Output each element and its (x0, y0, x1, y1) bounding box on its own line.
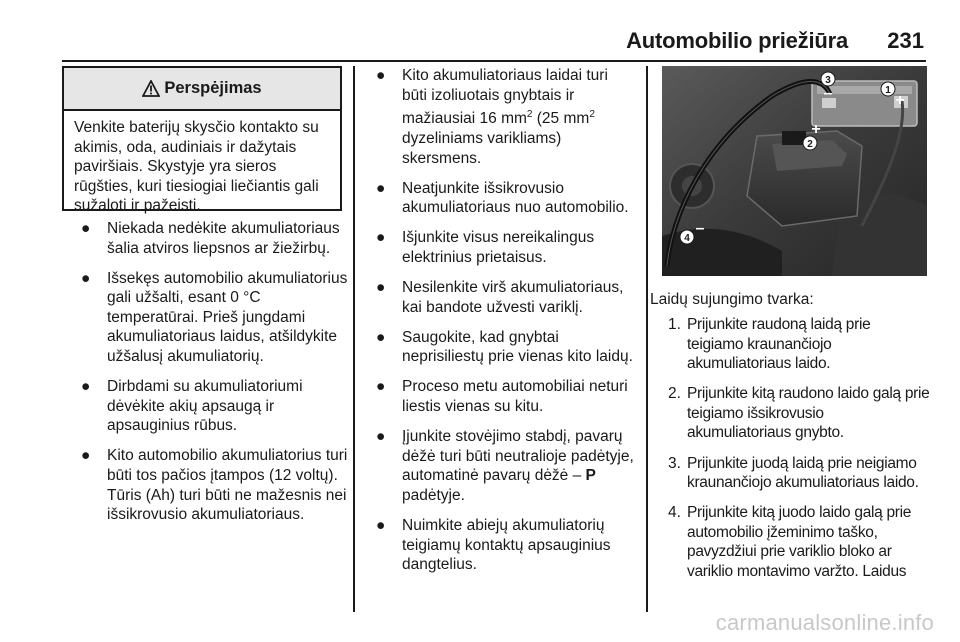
bullet-dot: ● (376, 279, 386, 296)
steps-intro: Laidų sujungimo tvarka: (650, 291, 814, 308)
list-item: ● Niekada nedėkite akumuliatoriaus šalia atviros liepsnos ar žiežirbų. (81, 220, 340, 257)
column-2 (373, 66, 635, 585)
bullet-list-1 (78, 219, 348, 525)
list-item: ● Dirbdami su akumuliatoriumi dėvėkite akių apsaugą ir apsauginius rūbus. (81, 378, 303, 435)
warning-title: Perspėjimas (164, 79, 262, 97)
bullet-dot: ● (376, 328, 386, 346)
warning-text: Venkite baterijų skysčio kontakto su akimis, oda, audiniais ir dažytais paviršiais. Skystyje yra sieros rūgšties, kuri tiesiogiai liečiantis gali sužaloti ir pažeisti. (74, 119, 319, 215)
list-item-parking: ● Įjunkite stovėjimo stabdį, pavarų dėžė turi būti neutralioje padėtyje, automatinė pavarų dėžė – P padėtyje. (376, 428, 634, 504)
warning-header (64, 68, 340, 111)
column-divider-right (646, 66, 648, 612)
list-item: ● Proceso metu automobiliai neturi liestis vienas su kitu. (376, 378, 628, 415)
list-item: ● Išsekęs automobilio akumuliatorius gali užšalti, esant 0 °C temperatūrai. Prieš jungdami akumuliatoriaus laidus, atšildykite užšalusį akumuliatorių. (81, 269, 348, 366)
svg-text:4: 4 (684, 233, 690, 244)
page-header (0, 28, 960, 58)
list-item: ● Išjunkite visus nereikalingus elektrinius prietaisus. (376, 229, 595, 266)
column-divider-left (353, 66, 355, 612)
page-number: 231 (887, 28, 924, 53)
svg-text:–: – (823, 85, 833, 102)
bullet-list-2 (373, 66, 635, 575)
step-item: 1. Prijunkite raudoną laidą prie teigiamo kraunančiojo akumuliatoriaus laido. (668, 316, 871, 373)
svg-text:+: + (895, 92, 905, 109)
warning-box (62, 66, 342, 215)
bullet-dot: ● (81, 378, 91, 396)
list-item: ● Kito automobilio akumuliatorius turi būti tos pačios įtampos (12 voltų). Tūris (Ah) turi būti ne mažesnis nei išsikrovusio akumuliatoriaus. (81, 447, 348, 524)
step-item: 3. Prijunkite juodą laidą prie neigiamo kraunančiojo akumuliatoriaus laido. (668, 454, 919, 492)
bullet-dot: ● (81, 447, 91, 465)
section-title: Automobilio priežiūra (626, 28, 848, 53)
step-item: 4. Prijunkite kitą juodo laido galą prie automobilio įžeminimo taško, pavyzdžiui prie variklio bloko ar variklio montavimo varžto. Laidus (668, 504, 912, 581)
watermark: carmanualsonline.info (715, 610, 934, 635)
engine-bay-illustration (662, 66, 927, 276)
header-rule (62, 60, 926, 62)
list-item: ● Nuimkite abiejų akumuliatorių teigiamų kontaktų apsauginius dangtelius. (376, 516, 611, 574)
svg-text:+: + (811, 121, 821, 138)
list-item: ● Nesilenkite virš akumuliatoriaus, kai bandote užvesti variklį. (376, 279, 624, 316)
bullet-dot: ● (81, 220, 91, 237)
bullet-dot: ● (376, 67, 386, 84)
list-item-cable-spec: ● Kito akumuliatoriaus laidai turi būti izoliuotais gnybtais ir mažiausiai 16 $mm^2$ (25 $mm^2$ dyzeliniams varikliams) skersmens. (376, 67, 608, 167)
bullet-dot: ● (376, 516, 386, 534)
bullet-dot: ● (376, 428, 386, 446)
bullet-dot: ● (376, 229, 386, 247)
connection-steps (668, 315, 930, 592)
svg-text:3: 3 (825, 75, 831, 86)
step-item: 2. Prijunkite kitą raudono laido galą prie teigiamo išsikrovusio akumuliatoriaus gnybto. (668, 385, 930, 442)
list-item: ● Saugokite, kad gnybtai neprisiliestų prie vienas kito laidų. (376, 328, 633, 366)
svg-text:1: 1 (885, 85, 891, 96)
warning-triangle-icon (142, 80, 160, 97)
battery-jump-photo (662, 66, 927, 276)
bullet-dot: ● (81, 269, 91, 287)
svg-text:2: 2 (807, 139, 813, 150)
column-1 (78, 219, 348, 535)
bullet-dot: ● (376, 378, 386, 396)
bullet-dot: ● (376, 179, 386, 197)
svg-text:–: – (695, 220, 705, 237)
list-item: ● Neatjunkite išsikrovusio akumuliatoriaus nuo automobilio. (376, 179, 629, 217)
